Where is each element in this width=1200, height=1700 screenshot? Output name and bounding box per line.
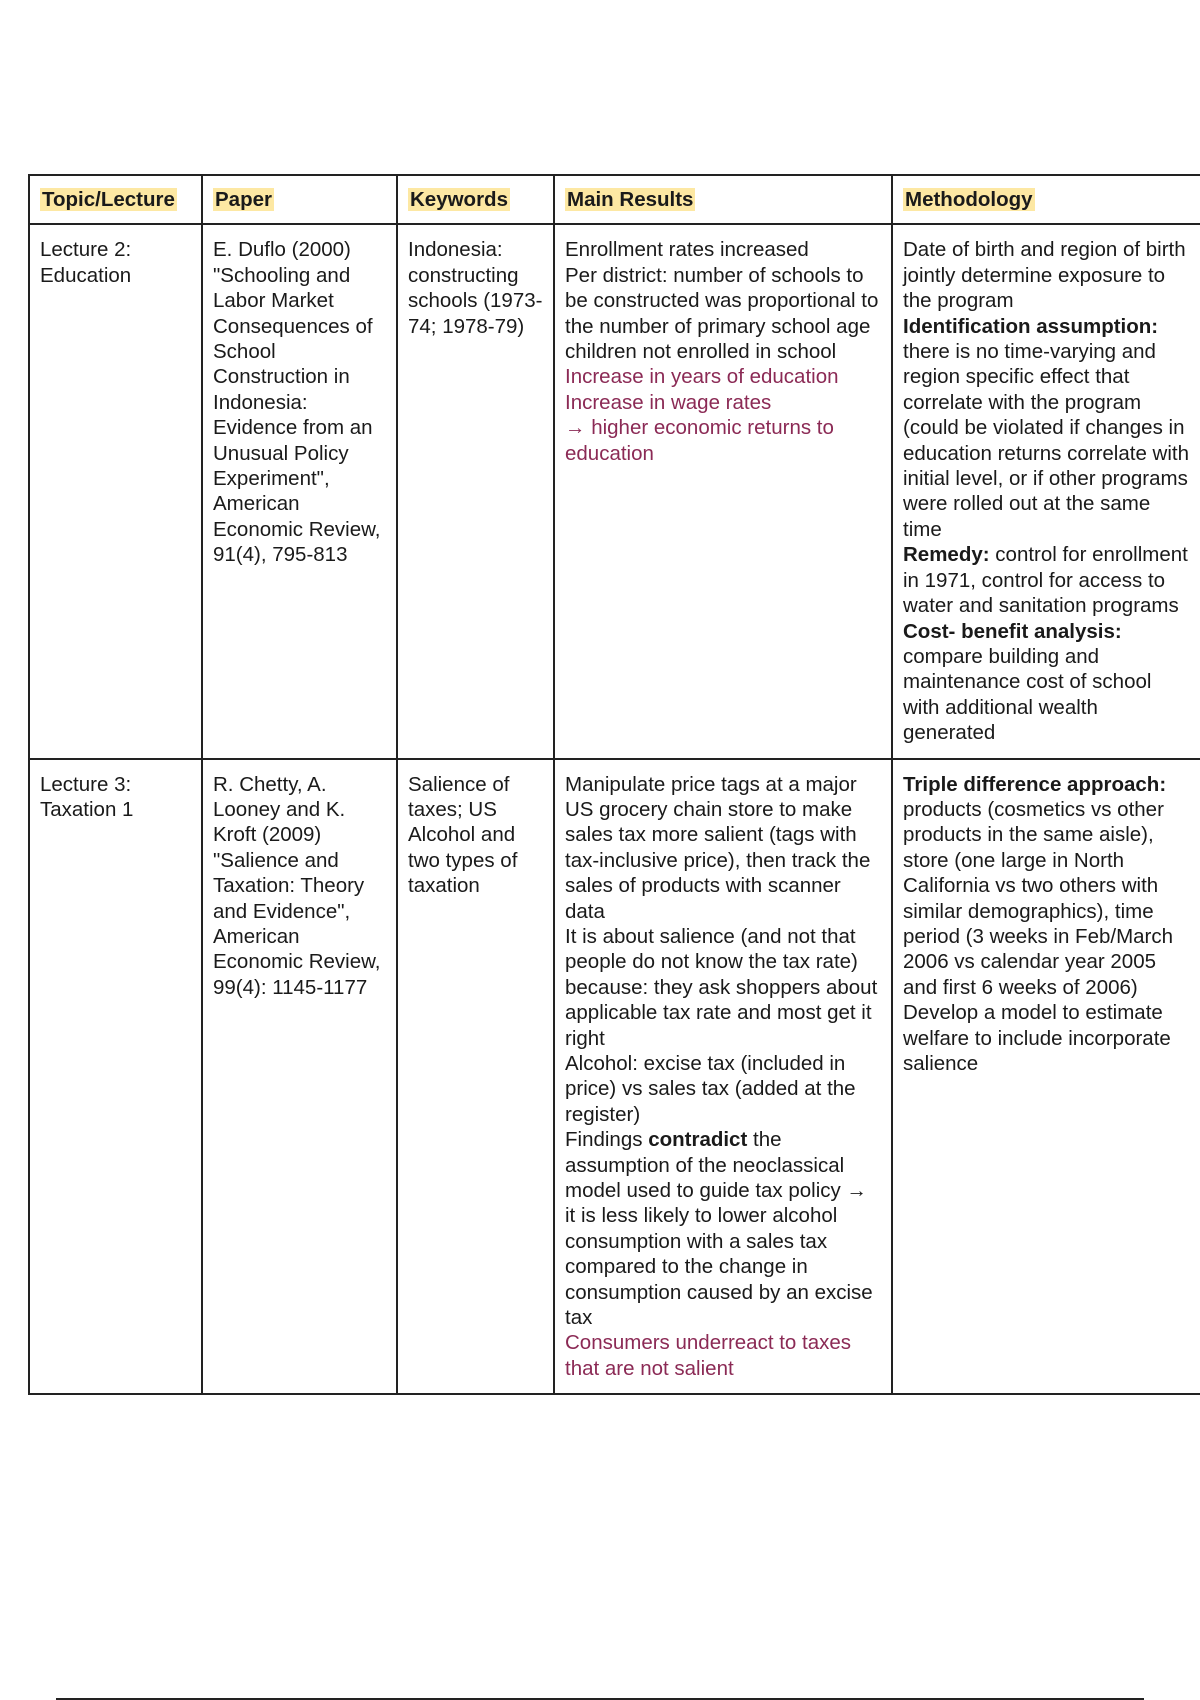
method-line: Date of birth and region of birth jointly determine exposure to the program [903,238,1186,313]
header-results [554,175,892,224]
cell-methodology [892,759,1200,1395]
header-methodology-label: Methodology [905,188,1033,211]
cell-keywords: Indonesia: constructing schools (1973-74; 1978-79) [397,224,554,758]
cell-results [554,224,892,758]
table-row [29,759,1200,1395]
method-line [903,619,1191,746]
cell-topic: Lecture 2: Education [29,224,202,758]
result-line: Manipulate price tags at a major US grocery chain store to make sales tax more salient (tags with tax-inclusive price), then track the sales of products with scanner data [565,772,871,923]
method-text: there is no time-varying and region specific effect that correlate with the program (could be violated if changes in education returns correlate with initial level, or if other programs were rolled out at the same time [903,340,1190,541]
header-row [29,175,1200,224]
method-line: Develop a model to estimate welfare to include incorporate salience [903,1001,1171,1075]
method-line [903,772,1191,1001]
cell-paper: E. Duflo (2000) "Schooling and Labor Market Consequences of School Construction in Indonesia: Evidence from an Unusual Policy Experiment", American Economic Review, 91(4), 795-813 [202,224,397,758]
result-note: → higher economic returns to education [565,416,834,465]
result-text: Findings [565,1128,649,1152]
cell-paper: R. Chetty, A. Looney and K. Kroft (2009) "Salience and Taxation: Theory and Evidence", American Economic Review, 99(4): 1145-1177 [202,759,397,1395]
header-results-label: Main Results [567,188,694,211]
method-text: compare building and maintenance cost of school with additional wealth generated [903,644,1152,745]
header-methodology [892,175,1200,224]
method-label: Remedy: [903,543,990,567]
result-line: It is about salience (and not that people do not know the tax rate) because: they ask shoppers about applicable tax rate and most get it right [565,924,878,1050]
method-line [903,542,1191,618]
result-note: Increase in years of education [565,365,839,389]
method-text: control for enrollment in 1971, control for access to water and sanitation programs [903,543,1188,618]
header-keywords [397,175,554,224]
method-label: Cost- benefit analysis: [903,619,1122,643]
study-table [28,174,1200,1395]
result-note: Increase in wage rates [565,390,772,414]
header-paper [202,175,397,224]
cell-keywords: Salience of taxes; US Alcohol and two types of taxation [397,759,554,1395]
method-label: Triple difference approach: [903,772,1167,796]
header-topic [29,175,202,224]
cell-topic: Lecture 3: Taxation 1 [29,759,202,1395]
method-line [903,314,1191,543]
result-note: Consumers underreact to taxes that are not salient [565,1331,851,1380]
header-topic-label: Topic/Lecture [42,188,175,211]
table-row [29,224,1200,758]
method-label: Identification assumption: [903,314,1159,338]
cell-results [554,759,892,1395]
result-emphasis: contradict [648,1128,748,1152]
method-text: products (cosmetics vs other products in the same aisle), store (one large in North California vs two others with similar demographics), time period (3 weeks in Feb/March 2006 vs calendar year 2005 and first 6 weeks of 2006) [903,797,1174,999]
header-keywords-label: Keywords [410,188,508,211]
header-paper-label: Paper [215,188,272,211]
result-line: Alcohol: excise tax (included in price) vs sales tax (added at the register) [565,1052,856,1126]
result-text: the assumption of the neoclassical model used to guide tax policy → it is less likely to lower alcohol consumption with a sales tax compared to the change in consumption caused by an excise tax [565,1128,873,1330]
result-line: Enrollment rates increased [565,238,809,262]
cell-methodology [892,224,1200,758]
result-line [565,1127,881,1330]
result-line: Per district: number of schools to be constructed was proportional to the number of primary school age children not enrolled in school [565,263,879,364]
